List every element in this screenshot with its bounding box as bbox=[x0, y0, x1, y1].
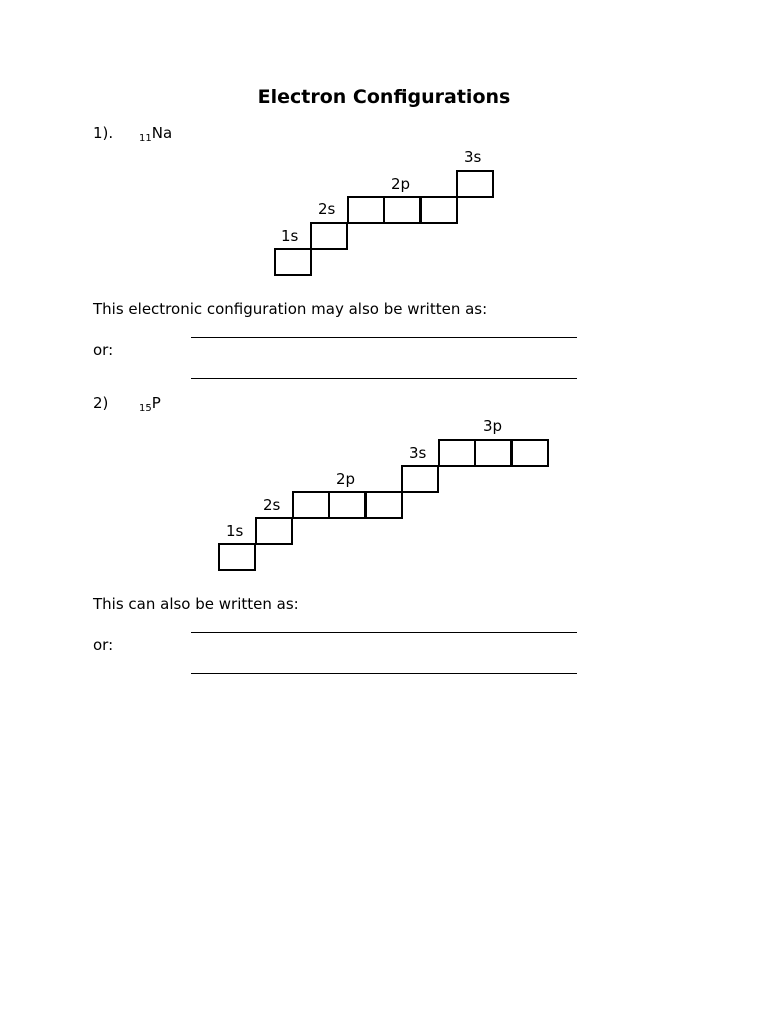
orbital-label-1s: 1s bbox=[226, 522, 244, 540]
orbital-box-3s[interactable] bbox=[456, 170, 494, 198]
orbital-box-2p-2[interactable] bbox=[383, 196, 421, 224]
answer-line-1a[interactable] bbox=[191, 337, 577, 338]
question-1-number: 1). bbox=[93, 124, 114, 142]
orbital-box-2p-3[interactable] bbox=[420, 196, 458, 224]
orbital-box-2s[interactable] bbox=[310, 222, 348, 250]
question-2-or-label: or: bbox=[93, 636, 114, 654]
orbital-box-2s[interactable] bbox=[255, 517, 293, 545]
orbital-label-2p: 2p bbox=[391, 175, 411, 193]
answer-line-1b[interactable] bbox=[191, 378, 577, 379]
question-2-number: 2) bbox=[93, 394, 109, 412]
answer-line-2a[interactable] bbox=[191, 632, 577, 633]
orbital-box-2p-3[interactable] bbox=[365, 491, 403, 519]
orbital-box-2p-2[interactable] bbox=[328, 491, 366, 519]
question-2-element bbox=[139, 394, 161, 418]
orbital-box-1s[interactable] bbox=[218, 543, 256, 571]
orbital-box-3p-1[interactable] bbox=[438, 439, 476, 467]
orbital-box-3p-3[interactable] bbox=[511, 439, 549, 467]
orbital-box-2p-1[interactable] bbox=[347, 196, 385, 224]
question-1-or-label: or: bbox=[93, 341, 114, 359]
orbital-box-2p-1[interactable] bbox=[292, 491, 330, 519]
orbital-label-2p: 2p bbox=[336, 470, 356, 488]
answer-line-2b[interactable] bbox=[191, 673, 577, 674]
atomic-number: 11 bbox=[139, 133, 152, 144]
element-symbol: Na bbox=[151, 124, 173, 142]
orbital-label-2s: 2s bbox=[263, 496, 281, 514]
orbital-label-3p: 3p bbox=[483, 417, 503, 435]
orbital-label-2s: 2s bbox=[318, 200, 336, 218]
element-symbol: P bbox=[151, 394, 161, 412]
orbital-label-1s: 1s bbox=[281, 227, 299, 245]
orbital-label-3s: 3s bbox=[464, 148, 482, 166]
question-1-element bbox=[139, 124, 172, 148]
orbital-box-3p-2[interactable] bbox=[474, 439, 512, 467]
atomic-number: 15 bbox=[139, 403, 152, 414]
question-1-prompt: This electronic configuration may also be written as: bbox=[93, 300, 488, 318]
orbital-box-3s[interactable] bbox=[401, 465, 439, 493]
question-2-prompt: This can also be written as: bbox=[93, 595, 299, 613]
page-title: Electron Configurations bbox=[257, 86, 511, 108]
orbital-label-3s: 3s bbox=[409, 444, 427, 462]
orbital-box-1s[interactable] bbox=[274, 248, 312, 276]
